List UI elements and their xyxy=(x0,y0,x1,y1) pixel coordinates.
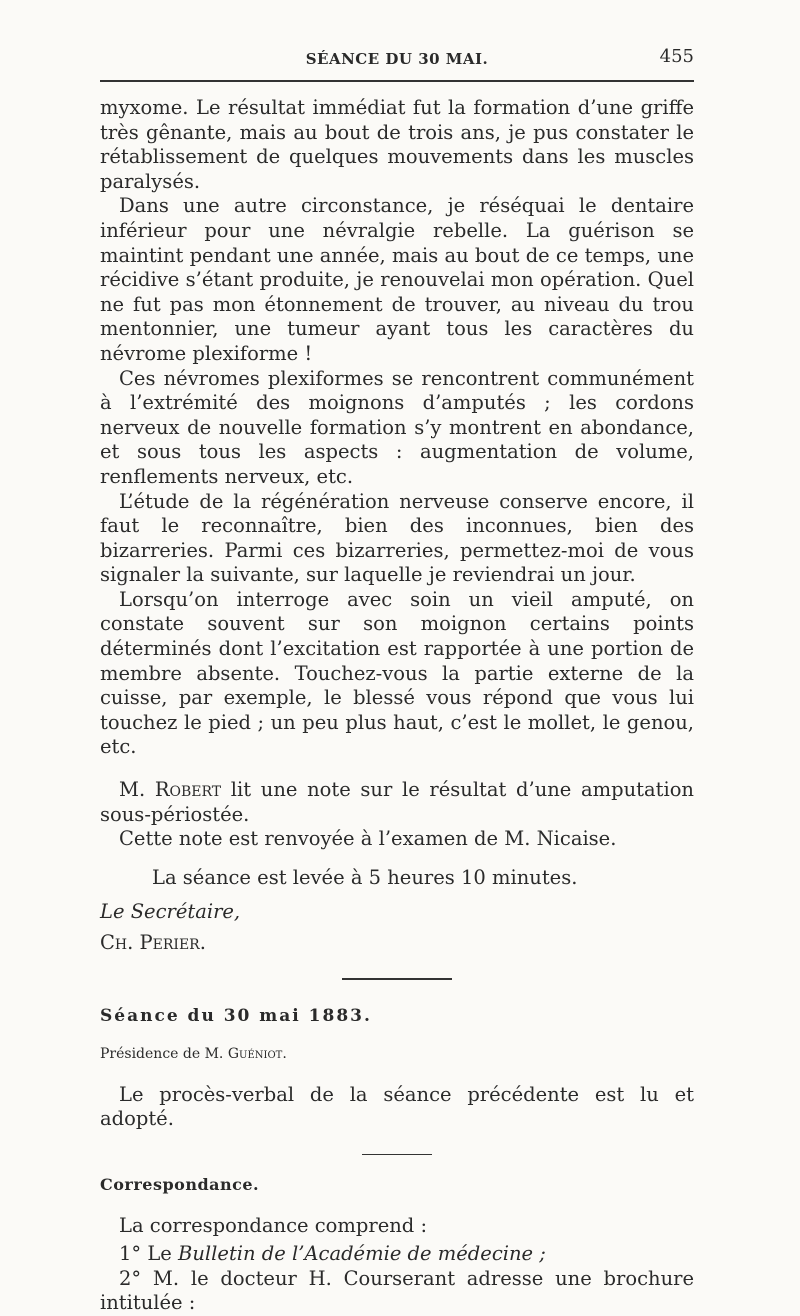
correspondance-item-1 xyxy=(100,1242,694,1267)
robert-rest: lit une note sur le résultat d’une amputation sous-périostée. xyxy=(100,778,694,826)
correspondance-heading: Correspondance. xyxy=(100,1174,260,1194)
page-body xyxy=(100,96,694,1316)
running-header xyxy=(100,44,694,74)
header-title: SÉANCE DU 30 MAI. xyxy=(305,50,489,68)
robert-paragraph xyxy=(100,778,694,827)
header-rule xyxy=(100,80,694,82)
presidence-line xyxy=(100,1042,694,1067)
paragraph-5: Lorsqu’on interroge avec soin un vieil amputé, on constate souvent sur son moignon certains points déterminés dont l’excitation est rapportée à une portion de membre absente. Touchez-vous la partie externe de la cuisse, par exemple, le blessé vous répond que vous lui touchez le pied ; un peu plus haut, c’est le mollet, le genou, etc. xyxy=(100,587,694,759)
correspondance-intro: La correspondance comprend : xyxy=(119,1213,428,1237)
presidence-name: Guéniot. xyxy=(227,1046,287,1063)
paragraph-2: Dans une autre circonstance, je réséquai le dentaire inférieur pour une névralgie rebelle. La guérison se maintint pendant une année, mais au bout de ce temps, une récidive s’étant produite, je renouvelai mon opération. Quel ne fut pas mon étonnement de trouver, au niveau du trou mentonnier, une tumeur ayant tous les caractères du névrome plexiforme ! xyxy=(100,194,694,365)
item1-title: Bulletin de l’Académie de médecine ; xyxy=(178,1242,546,1266)
robert-name: Robert xyxy=(154,778,222,802)
subsection-separator xyxy=(362,1154,432,1155)
page-number: 455 xyxy=(659,46,694,67)
robert-prefix: M. xyxy=(119,778,155,802)
seance-title: Séance du 30 mai 1883. xyxy=(100,1005,372,1026)
signature-role: Le Secrétaire, xyxy=(100,900,241,924)
signature-name: Ch. Perier. xyxy=(100,931,206,954)
correspondance-item-2: 2° M. le docteur H. Courserant adresse une brochure intitulée : xyxy=(100,1266,694,1315)
levee-paragraph: La séance est levée à 5 heures 10 minutes. xyxy=(152,865,578,889)
paragraph-3: Ces névromes plexiformes se rencontrent communément à l’extrémité des moignons d’amputés ; les cordons nerveux de nouvelle formation s’y montrent en abondance, et sous tous les aspects : augmentation de volume, renflements nerveux, etc. xyxy=(100,366,694,488)
paragraph-4: L’étude de la régénération nerveuse conserve encore, il faut le reconnaître, bien des inconnues, bien des bizarreries. Parmi ces bizarreries, permettez-moi de vous signaler la suivante, sur laquelle je reviendrai un jour. xyxy=(100,489,694,587)
item1-prefix: 1° Le xyxy=(119,1242,179,1266)
section-separator xyxy=(342,978,452,980)
proces-verbal-paragraph: Le procès-verbal de la séance précédente est lu et adopté. xyxy=(100,1082,694,1131)
paragraph-1: myxome. Le résultat immédiat fut la formation d’une griffe très gênante, mais au bout de trois ans, je pus constater le rétablissement de quelques mouvements dans les muscles paralysés. xyxy=(100,96,694,193)
renvoi-paragraph: Cette note est renvoyée à l’examen de M. Nicaise. xyxy=(119,827,617,851)
presidence-prefix: Présidence de M. xyxy=(100,1046,228,1063)
